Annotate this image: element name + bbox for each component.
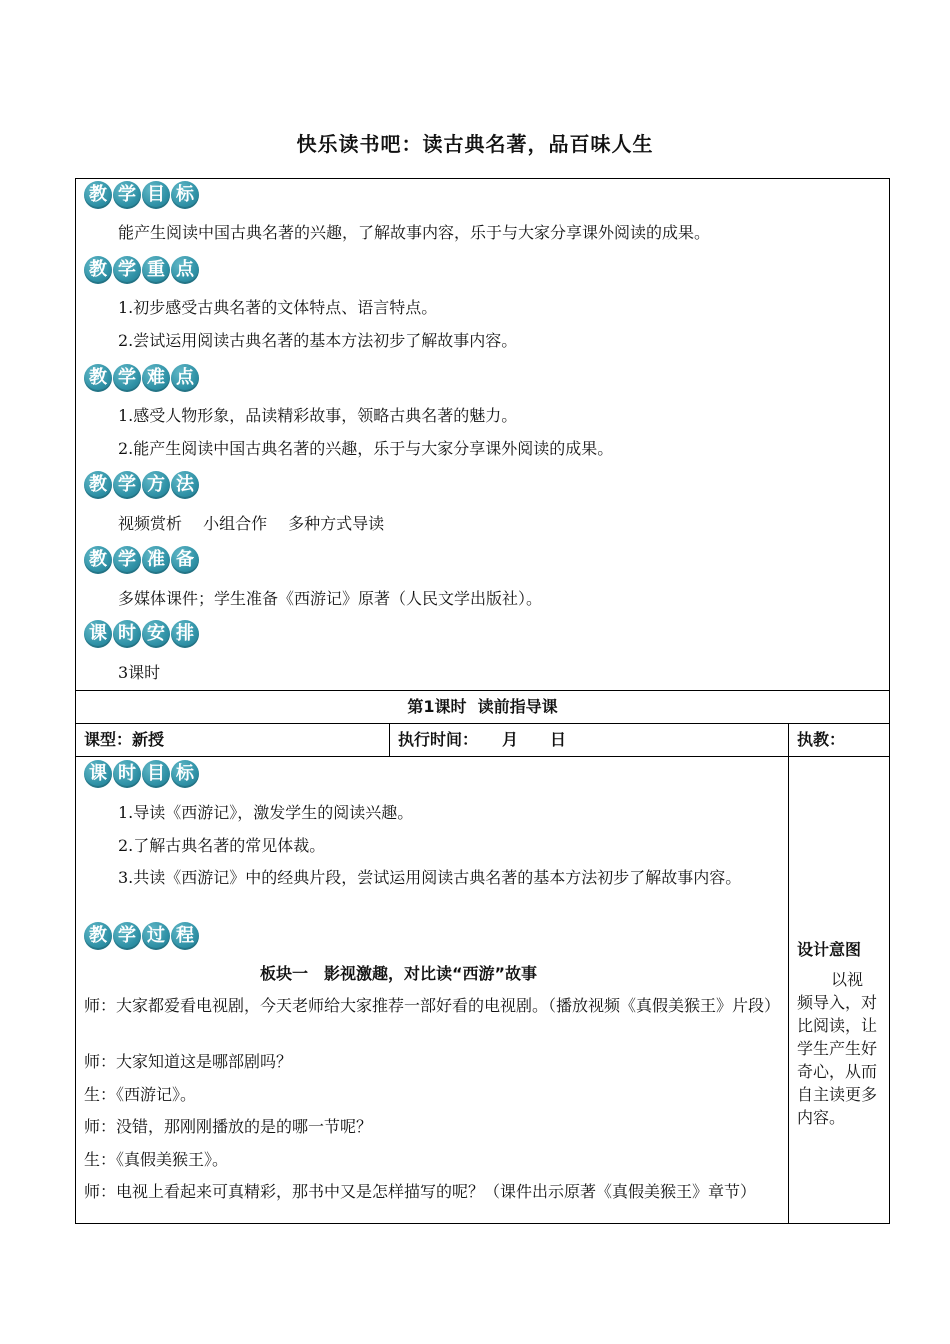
design-intent-text: 以视频导入，对比阅读，让学生产生好奇心，从而自主读更多内容。 xyxy=(797,970,878,1127)
row-divider xyxy=(75,723,890,724)
lesson-goal-item: 1.导读《西游记》，激发学生的阅读兴趣。 xyxy=(118,803,414,822)
dialogue-line: 生：《真假美猴王》。 xyxy=(84,1150,229,1169)
badge-lesson-goals: 课 时 目 标 xyxy=(84,760,199,788)
execution-time: 执行时间： 月 日 xyxy=(398,730,567,749)
lesson-heading: 第1课时 读前指导课 xyxy=(407,697,558,716)
dialogue-line: 师：没错，那刚刚播放的是的哪一节呢？ xyxy=(84,1117,373,1136)
page-title: 快乐读书吧：读古典名著，品百味人生 xyxy=(296,132,654,156)
key-point-item: 1.初步感受古典名著的文体特点、语言特点。 xyxy=(118,298,438,317)
row-divider xyxy=(75,690,890,691)
teaching-prep-text: 多媒体课件；学生准备《西游记》原著（人民文学出版社）。 xyxy=(118,589,543,608)
teacher-label: 执教： xyxy=(797,730,846,749)
lesson-goal-item: 3.共读《西游记》中的经典片段，尝试运用阅读古典名著的基本方法初步了解故事内容。 xyxy=(118,868,742,887)
column-divider xyxy=(389,723,390,756)
badge-teaching-goals: 教 学 目 标 xyxy=(84,181,199,209)
dialogue-line: 生：《西游记》。 xyxy=(84,1085,197,1104)
lesson-type: 课型：新授 xyxy=(84,730,165,749)
dialogue-line: 师：大家都爱看电视剧，今天老师给大家推荐一部好看的电视剧。（播放视频《真假美猴王》片段） xyxy=(84,996,781,1015)
row-divider xyxy=(75,756,890,757)
design-intent-title: 设计意图 xyxy=(797,940,862,959)
badge-teaching-method: 教 学 方 法 xyxy=(84,471,199,499)
class-schedule-text: 3课时 xyxy=(118,663,161,682)
key-point-item: 2.尝试运用阅读古典名著的基本方法初步了解故事内容。 xyxy=(118,331,518,350)
block-title: 板块一 影视激趣，对比读“西游”故事 xyxy=(260,964,538,983)
dialogue-line: 师：大家知道这是哪部剧吗？ xyxy=(84,1052,293,1071)
teaching-method-text: 视频赏析 小组合作 多种方式导读 xyxy=(118,514,385,533)
badge-class-schedule: 课 时 安 排 xyxy=(84,620,199,648)
dialogue-line: 师：电视上看起来可真精彩，那书中又是怎样描写的呢？（课件出示原著《真假美猴王》章节） xyxy=(84,1182,757,1201)
badge-difficult-points: 教 学 难 点 xyxy=(84,364,199,392)
difficult-point-item: 1.感受人物形象，品读精彩故事，领略古典名著的魅力。 xyxy=(118,406,518,425)
badge-teaching-process: 教 学 过 程 xyxy=(84,922,199,950)
column-divider xyxy=(788,723,789,1223)
lesson-goal-item: 2.了解古典名著的常见体裁。 xyxy=(118,836,326,855)
teaching-goals-text: 能产生阅读中国古典名著的兴趣，了解故事内容，乐于与大家分享课外阅读的成果。 xyxy=(118,223,711,242)
badge-teaching-prep: 教 学 准 备 xyxy=(84,546,199,574)
badge-key-points: 教 学 重 点 xyxy=(84,256,199,284)
difficult-point-item: 2.能产生阅读中国古典名著的兴趣，乐于与大家分享课外阅读的成果。 xyxy=(118,439,614,458)
